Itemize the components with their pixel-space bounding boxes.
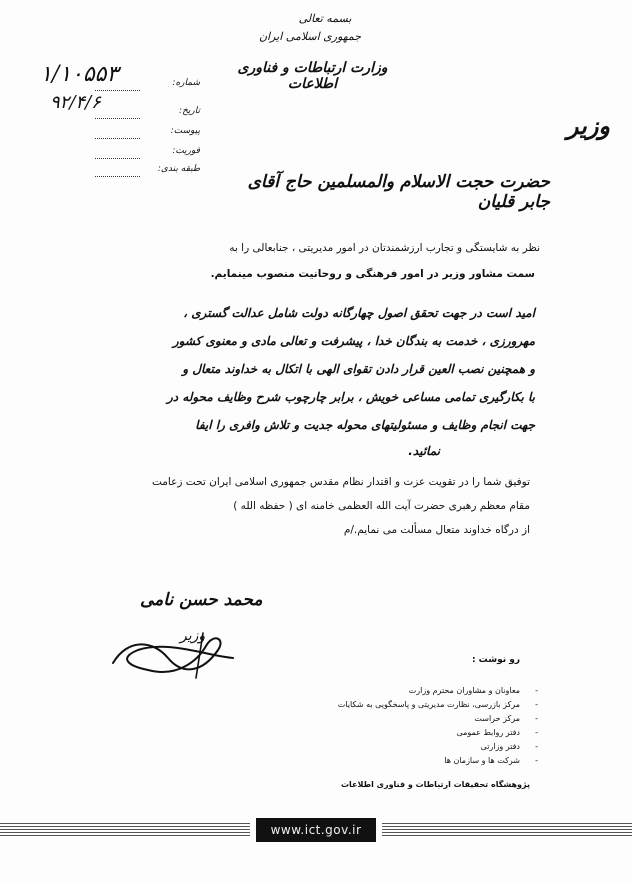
date-dots [95, 118, 140, 119]
addressee: حضرت حجت الاسلام والمسلمین حاج آقای جابر قلیان [247, 172, 550, 212]
minister-heading: وزیر [566, 112, 610, 140]
number-label: شماره: [172, 78, 200, 88]
cc-item: - دفتر وزارتی [480, 742, 538, 751]
closing-line: توفیق شما را در تقویت عزت و اقتدار نظام مقدس جمهوری اسلامی ایران تحت زعامت [151, 476, 530, 488]
paragraph-line: نمائید. [408, 444, 440, 458]
closing-line: مقام معظم رهبری حضرت آیت الله العظمی خامنه ای ( حفظه الله ) [233, 500, 530, 512]
handwritten-number: ۱/۱۰۵۵۳ [40, 62, 119, 87]
paragraph-line: امید است در جهت تحقق اصول چهارگانه دولت شامل عدالت گستری ، [183, 306, 535, 320]
footer-stripe-right [382, 823, 632, 837]
signer-title: وزیر [180, 628, 206, 644]
website-url[interactable]: www.ict.gov.ir [256, 818, 376, 842]
ministry-name: وزارت ارتباطات و فناوری اطلاعات [237, 60, 388, 92]
body-line: نظر به شایستگی و تجارب ارزشمندتان در امور مدیریتی ، جنابعالی را به [229, 242, 540, 254]
closing-line: از درگاه خداوند متعال مسألت می نمایم./م [343, 524, 530, 536]
urgency-label: فوریت: [172, 146, 200, 156]
cc-footer: پژوهشگاه تحقیقات ارتباطات و فناوری اطلاعات [341, 780, 530, 789]
cc-item: - معاونان و مشاوران محترم وزارت [408, 686, 538, 695]
cc-item: - مرکز حراست [474, 714, 538, 723]
cc-item-label: معاونان و مشاوران محترم وزارت [408, 686, 520, 695]
signer-name: محمد حسن نامی [140, 590, 263, 610]
attachment-label: پیوست: [170, 126, 200, 136]
cc-item: - شرکت ها و سازمان ها [444, 756, 538, 765]
cc-item-label: دفتر وزارتی [480, 742, 520, 751]
paragraph-line: و همچنین نصب العین قرار دادن تقوای الهی با اتکال به خداوند متعال و [182, 362, 535, 376]
classification-dots [95, 176, 140, 177]
cc-item-label: شرکت ها و سازمان ها [444, 756, 520, 765]
signature-scribble [108, 628, 238, 688]
paragraph-line: جهت انجام وظایف و مسئولیتهای محوله جدیت و تلاش وافری را ایفا [195, 418, 535, 432]
body-line: سمت مشاور وزیر در امور فرهنگی و روحانیت منصوب مینمایم. [210, 268, 535, 280]
cc-item-label: مرکز حراست [474, 714, 520, 723]
cc-item: - دفتر روابط عمومی [456, 728, 538, 737]
paragraph-line: مهرورزی ، خدمت به بندگان خدا ، پیشرفت و تعالی مادی و معنوی کشور [172, 334, 535, 348]
basmala: بسمه تعالی [298, 12, 352, 25]
handwritten-date: ۹۲/۴/۶ [50, 92, 101, 113]
urgency-dots [95, 158, 140, 159]
number-dots [95, 90, 140, 91]
paragraph-line: با بکارگیری تمامی مساعی خویش ، برابر چارچوب شرح وظایف محوله در [167, 390, 535, 404]
classification-label: طبقه بندی: [157, 164, 200, 174]
date-label: تاریخ: [179, 106, 200, 116]
country-name: جمهوری اسلامی ایران [258, 30, 362, 43]
cc-header: رو نوشت : [471, 655, 520, 665]
cc-item-label: دفتر روابط عمومی [456, 728, 520, 737]
cc-item: - مرکز بازرسی، نظارت مدیریتی و پاسخگویی به شکایات [337, 700, 538, 709]
cc-item-label: مرکز بازرسی، نظارت مدیریتی و پاسخگویی به شکایات [337, 700, 520, 709]
attachment-dots [95, 138, 140, 139]
footer-stripe-left [0, 823, 250, 837]
footer-bar [0, 818, 632, 842]
